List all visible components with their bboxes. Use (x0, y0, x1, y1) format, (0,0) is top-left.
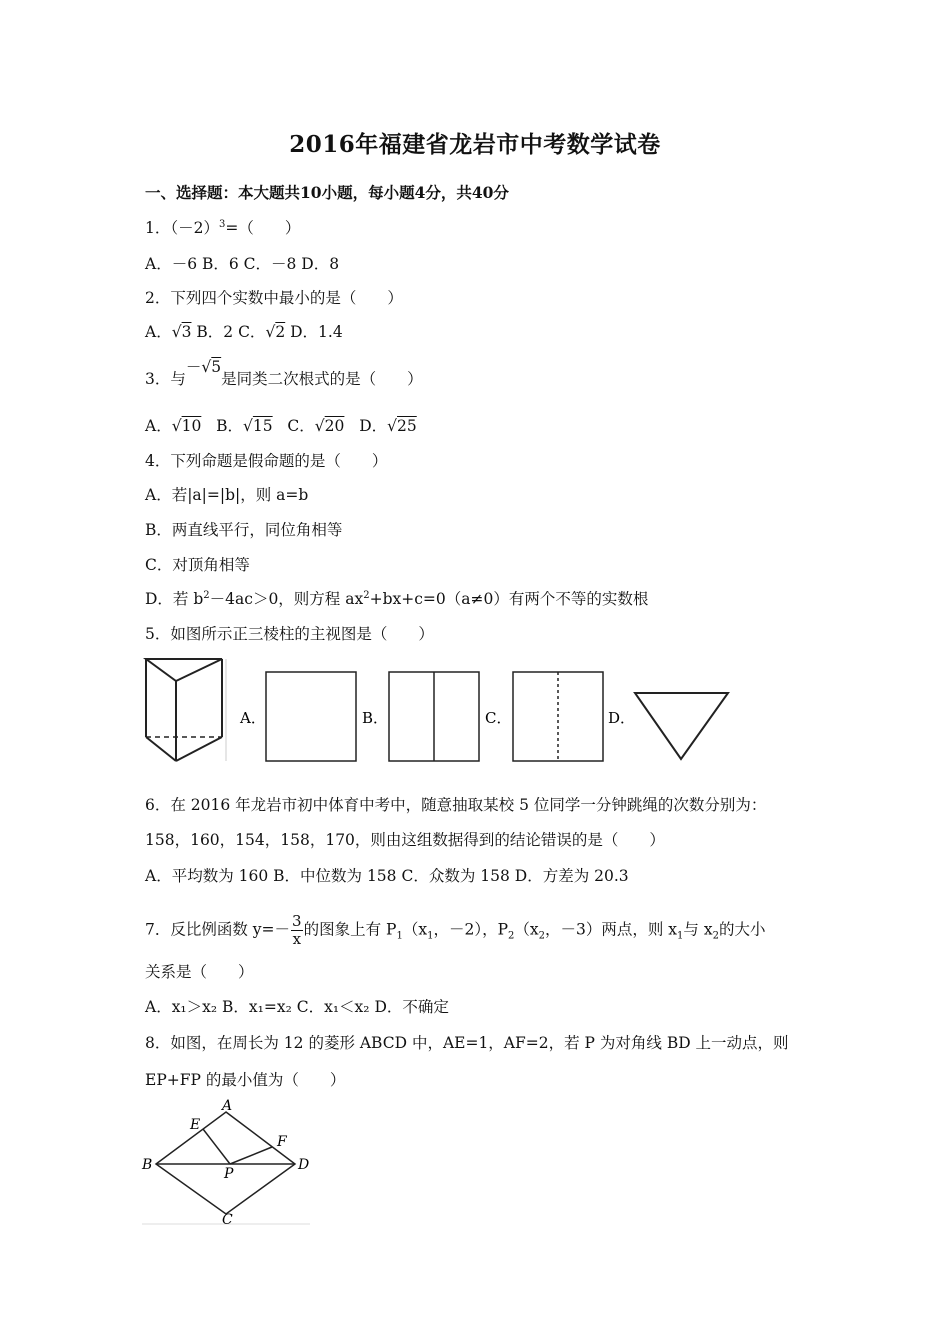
question-2: 2．下列四个实数中最小的是（ ） (145, 289, 403, 307)
sqrt-icon: √10 (171, 417, 202, 435)
q7-stem-e: （x (514, 920, 539, 939)
sqrt-icon: √15 (243, 417, 273, 435)
q7-line2: 关系是（ ） (145, 963, 254, 981)
point-c-label: C (222, 1212, 233, 1228)
q4-d-a: D．若 b (145, 590, 204, 608)
q7-stem-b: 的图象上有 P (303, 920, 397, 939)
page-title: 2016年福建省龙岩市中考数学试卷 (289, 131, 661, 158)
q1-options: A．－6 B．6 C．－8 D．8 (145, 255, 340, 273)
q6-line2: 158，160，154，158，170，则由这组数据得到的结论错误的是（ ） (145, 831, 665, 849)
q1-stem-a: 1．（－2） (145, 219, 219, 237)
q3-stem-b: 是同类二次根式的是（ ） (221, 370, 423, 388)
sqrt-icon: √3 (171, 323, 192, 341)
point-e-label: E (190, 1117, 201, 1133)
q3-radical (186, 358, 221, 376)
point-a-label: A (222, 1098, 233, 1114)
q7-s1: 1 (396, 930, 403, 942)
question-5: 5．如图所示正三棱柱的主视图是（ ） (145, 625, 434, 643)
question-4: 4．下列命题是假命题的是（ ） (145, 452, 388, 470)
section-heading: 一、选择题：本大题共10小题，每小题4分，共40分 (145, 183, 509, 202)
q7-s2: 1 (427, 930, 434, 942)
q5-label-b: B． (362, 709, 389, 727)
q7-numerator: 3 (292, 912, 302, 930)
q8-line1: 8．如图，在周长为 12 的菱形 ABCD 中，AE=1，AF=2，若 P 为对角线 BD 上一动点，则 (145, 1034, 789, 1052)
q2-opt-a: A． (145, 323, 172, 341)
q1-stem-b: =（ ） (225, 219, 301, 237)
q5-figures (140, 655, 740, 767)
point-f-label: F (277, 1134, 287, 1150)
q2-rad-a: 3 (181, 323, 192, 341)
q4-d-sup2: 2 (363, 589, 370, 601)
prism-figure (146, 659, 222, 761)
q5-label-c: C． (485, 709, 512, 727)
q4-option-d (145, 589, 648, 609)
q2-options (145, 322, 343, 342)
q3-neg: － (185, 358, 202, 376)
q3-opt-b-label: B． (216, 417, 243, 435)
rhombus-abcd (156, 1112, 295, 1214)
q4-option-a: A．若|a|=|b|，则 a=b (145, 486, 309, 504)
q3-opt-d-label: D． (359, 417, 388, 435)
q3-opt-d-rad: 25 (397, 417, 417, 435)
question-1 (145, 218, 300, 238)
q3-opt-a-rad: 10 (181, 417, 202, 435)
q3-opt-c-rad: 20 (324, 417, 345, 435)
q2-opt-b: B．2 C． (191, 323, 266, 341)
q7-s4: 2 (538, 930, 545, 942)
q2-opt-d: D．1.4 (285, 323, 343, 341)
q7-stem-d: ，－2），P (433, 920, 508, 939)
q3-opt-c-label: C． (287, 417, 315, 435)
option-d-triangle (635, 693, 728, 759)
q8-line2: EP+FP 的最小值为（ ） (145, 1071, 346, 1089)
q3-opt-b-rad: 15 (252, 417, 273, 435)
q3-rad: 5 (211, 358, 222, 376)
q4-option-b: B．两直线平行，同位角相等 (145, 521, 343, 539)
q7-s3: 2 (508, 930, 515, 942)
q7-stem-c: （x (402, 920, 428, 939)
q2-rad-c: 2 (275, 323, 286, 341)
sqrt-icon: √25 (387, 417, 417, 435)
q3-opt-a-label: A． (145, 417, 172, 435)
q6-options: A．平均数为 160 B．中位数为 158 C．众数为 158 D．方差为 20.3 (145, 867, 629, 885)
q7-stem-f: ，－3）两点，则 x (545, 920, 678, 939)
point-d-label: D (298, 1157, 310, 1173)
q7-denominator: x (292, 930, 302, 948)
q3-stem-a: 3．与 (145, 370, 186, 388)
segment-ep (203, 1129, 230, 1164)
q7-stem-a: 7．反比例函数 y=－ (145, 920, 291, 939)
q3-options (145, 416, 417, 436)
q7-s6: 2 (712, 930, 719, 942)
q4-d-sup1: 2 (203, 589, 210, 601)
q4-d-b: －4ac＞0，则方程 ax (209, 590, 364, 608)
q5-label-d: D． (608, 709, 636, 727)
point-b-label: B (142, 1157, 153, 1173)
option-a-square (266, 672, 356, 761)
q1-exponent: 3 (218, 218, 226, 230)
q7-s5: 1 (677, 930, 684, 942)
q7-fraction (291, 913, 303, 948)
q7-stem-h: 的大小 (718, 920, 766, 939)
q7-stem-g: 与 x (683, 920, 713, 939)
question-3 (145, 358, 423, 389)
sqrt-icon: √5 (201, 358, 222, 376)
q7-options: A．x₁＞x₂ B．x₁=x₂ C．x₁＜x₂ D．不确定 (145, 998, 449, 1016)
question-7 (145, 913, 765, 948)
sqrt-icon: √2 (265, 323, 286, 341)
point-p-label: P (224, 1166, 234, 1182)
q4-d-c: +bx+c=0（a≠0）有两个不等的实数根 (369, 590, 649, 608)
rhombus-figure (140, 1098, 315, 1230)
q5-label-a: A． (240, 709, 266, 727)
q6-line1: 6．在 2016 年龙岩市初中体育中考中，随意抽取某校 5 位同学一分钟跳绳的次数分别为： (145, 796, 767, 814)
q4-option-c: C．对顶角相等 (145, 556, 250, 574)
segment-pf (230, 1147, 272, 1164)
sqrt-icon: √20 (314, 417, 345, 435)
